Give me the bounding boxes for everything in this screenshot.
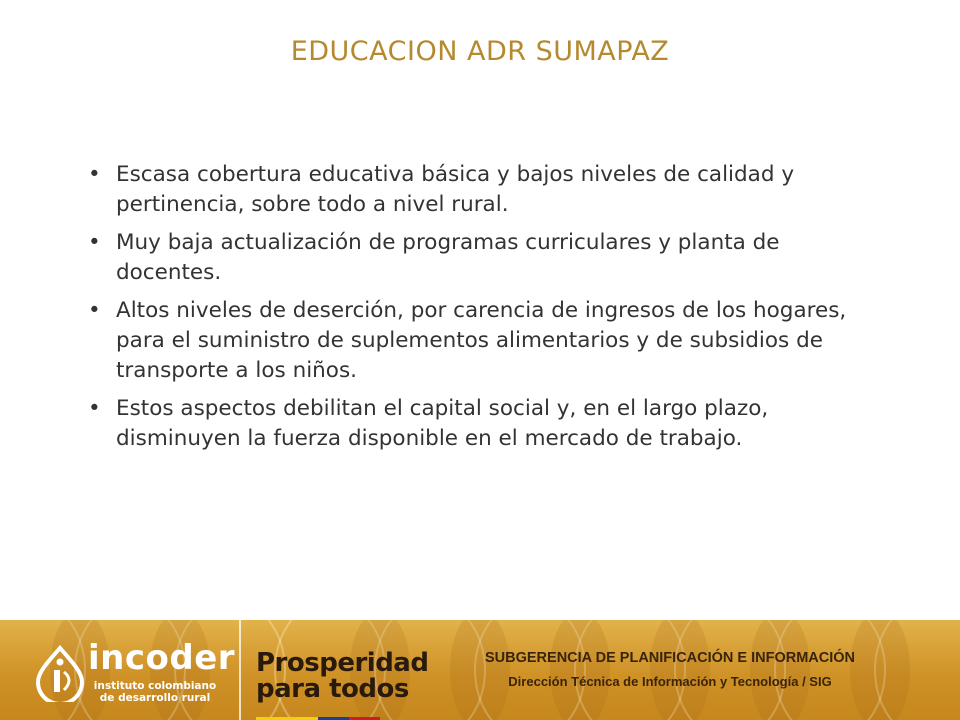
department-name: SUBGERENCIA DE PLANIFICACIÓN E INFORMACIÓN — [484, 650, 856, 666]
list-item — [84, 228, 874, 288]
bullet-text: Muy baja actualización de programas curriculares y planta de docentes. — [116, 230, 780, 285]
department-subtitle: Dirección Técnica de Información y Tecnología / SIG — [508, 674, 832, 689]
bullet-marker: • — [88, 230, 101, 255]
bullet-marker: • — [88, 396, 101, 421]
prosperidad-line1: Prosperidad — [256, 648, 429, 678]
bullet-text: Altos niveles de deserción, por carencia de ingresos de los hogares, para el suministro de suplementos alimentarios y de subsidios de transporte a los niños. — [116, 298, 847, 383]
slide-title: EDUCACION ADR SUMAPAZ — [290, 36, 670, 67]
bullet-marker: • — [88, 298, 101, 323]
bullet-text: Escasa cobertura educativa básica y bajos niveles de calidad y pertinencia, sobre todo a nivel rural. — [116, 162, 795, 217]
bullet-list — [84, 160, 874, 462]
bullet-text: Estos aspectos debilitan el capital social y, en el largo plazo, disminuyen la fuerza disponible en el mercado de trabajo. — [116, 396, 769, 451]
list-item — [84, 394, 874, 454]
list-item — [84, 160, 874, 220]
prosperidad-logo — [256, 650, 428, 702]
footer-banner — [0, 620, 960, 720]
incoder-subtitle — [90, 680, 220, 704]
colombia-flag-bar — [256, 708, 380, 714]
footer-divider — [239, 620, 241, 720]
prosperidad-line2: para todos — [256, 674, 409, 704]
incoder-name: incoder — [88, 638, 236, 678]
list-item — [84, 296, 874, 386]
bullet-marker: • — [88, 162, 101, 187]
incoder-subtitle-line1: instituto colombiano — [93, 680, 217, 692]
incoder-subtitle-line2: de desarrollo rural — [99, 692, 211, 704]
department-info — [470, 650, 870, 689]
